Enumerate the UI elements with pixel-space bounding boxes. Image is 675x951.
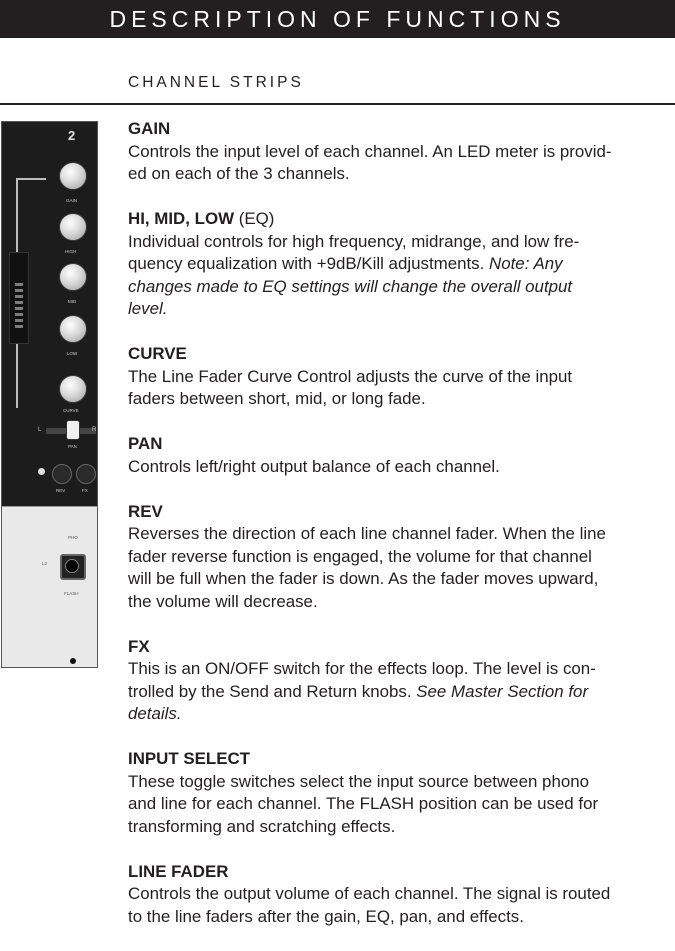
section-rev <box>128 501 673 614</box>
section-heading: INPUT SELECT <box>128 749 250 768</box>
section-title: CHANNEL STRIPS <box>128 74 304 91</box>
high-eq-knob <box>59 213 87 241</box>
led-segment <box>15 313 23 316</box>
channel-strip-illustration <box>0 120 98 668</box>
rev-label: REV <box>56 488 66 493</box>
led-segment <box>15 301 23 304</box>
led-segment <box>15 283 23 286</box>
led-segment <box>15 295 23 298</box>
flash-label: FLASH <box>64 591 79 596</box>
led-segment <box>15 307 23 310</box>
section-heading: FX <box>128 636 150 656</box>
section-body: The Line Fader Curve Control adjusts the curve of the input faders between short, mid, or long fade. <box>128 366 573 408</box>
curve-knob <box>59 375 87 403</box>
section-heading: GAIN <box>128 119 171 138</box>
page-banner-title: DESCRIPTION OF FUNCTIONS <box>0 0 675 38</box>
led-segment <box>15 319 23 322</box>
section-heading: LINE FADER <box>128 861 229 881</box>
section-body: These toggle switches select the input source between phono and line for each channel. The FLASH position can be used for transforming and scratching effects. <box>128 771 599 836</box>
section-line-fader <box>128 861 673 929</box>
pan-right-label: R <box>92 427 97 433</box>
led-meter <box>9 252 29 344</box>
gain-knob-label: GAIN <box>66 198 78 203</box>
section-curve <box>128 343 673 411</box>
strip-input-select-panel <box>1 506 98 668</box>
low-eq-knob <box>59 315 87 343</box>
section-body <box>128 231 673 321</box>
section-body <box>128 658 673 726</box>
section-heading: REV <box>128 501 163 521</box>
rev-button <box>52 464 72 484</box>
section-body: Controls the output volume of each channel. The signal is routed to the line faders after the gain, EQ, pan, and effects. <box>128 884 611 926</box>
section-body: Reverses the direction of each line channel fader. When the line fader reverse function is engaged, the volume for that channel will be full when the fader is down. As the fader moves upward, the volume will decrease. <box>128 524 606 611</box>
section-note: See Master Section for details. <box>128 681 589 723</box>
high-eq-label: HIGH <box>65 249 77 254</box>
section-divider <box>0 103 675 105</box>
fx-label: FX <box>82 488 88 493</box>
low-eq-label: LOW <box>67 351 78 356</box>
strip-control-panel <box>1 121 98 507</box>
strip-line-horizontal <box>16 178 46 180</box>
section-note: Note: Any changes made to EQ settings will change the overall output level. <box>128 254 573 318</box>
channel-led <box>38 468 45 475</box>
section-heading <box>128 208 673 231</box>
mid-eq-label: MID <box>68 299 77 304</box>
section-heading: PAN <box>128 434 163 453</box>
phono-label: PHO <box>68 535 78 540</box>
pan-slider-knob <box>66 420 80 440</box>
section-pan <box>128 433 673 478</box>
pan-left-label: L <box>38 427 42 433</box>
section-input-select <box>128 748 673 838</box>
section-fx <box>128 636 673 726</box>
section-heading: CURVE <box>128 344 187 363</box>
led-segment <box>15 289 23 292</box>
section-body-text: This is an ON/OFF switch for the effects loop. The level is con- trolled by the Send and Return knobs. <box>128 659 596 701</box>
section-body: Controls the input level of each channel. An LED meter is provid- ed on each of the 3 channels. <box>128 141 612 183</box>
curve-label: CURVE <box>63 408 79 413</box>
led-segment <box>15 325 23 328</box>
mid-eq-knob <box>59 263 87 291</box>
function-descriptions <box>128 118 673 951</box>
section-body: Controls left/right output balance of each channel. <box>128 456 500 476</box>
strip-screw <box>70 658 76 664</box>
pan-label: PAN <box>68 444 77 449</box>
section-heading-text: HI, MID, LOW <box>128 209 235 228</box>
section-heading-suffix: (EQ) <box>234 209 275 228</box>
section-gain <box>128 118 673 186</box>
line-label: L2 <box>42 561 48 566</box>
section-eq <box>128 208 673 321</box>
section-body-text: Individual controls for high frequency, midrange, and low fre- quency equalization with +9dB/Kill adjustments. <box>128 231 580 273</box>
channel-number: 2 <box>68 128 76 143</box>
fx-button <box>76 464 96 484</box>
input-select-toggle-center <box>65 559 79 573</box>
gain-knob <box>59 162 87 190</box>
